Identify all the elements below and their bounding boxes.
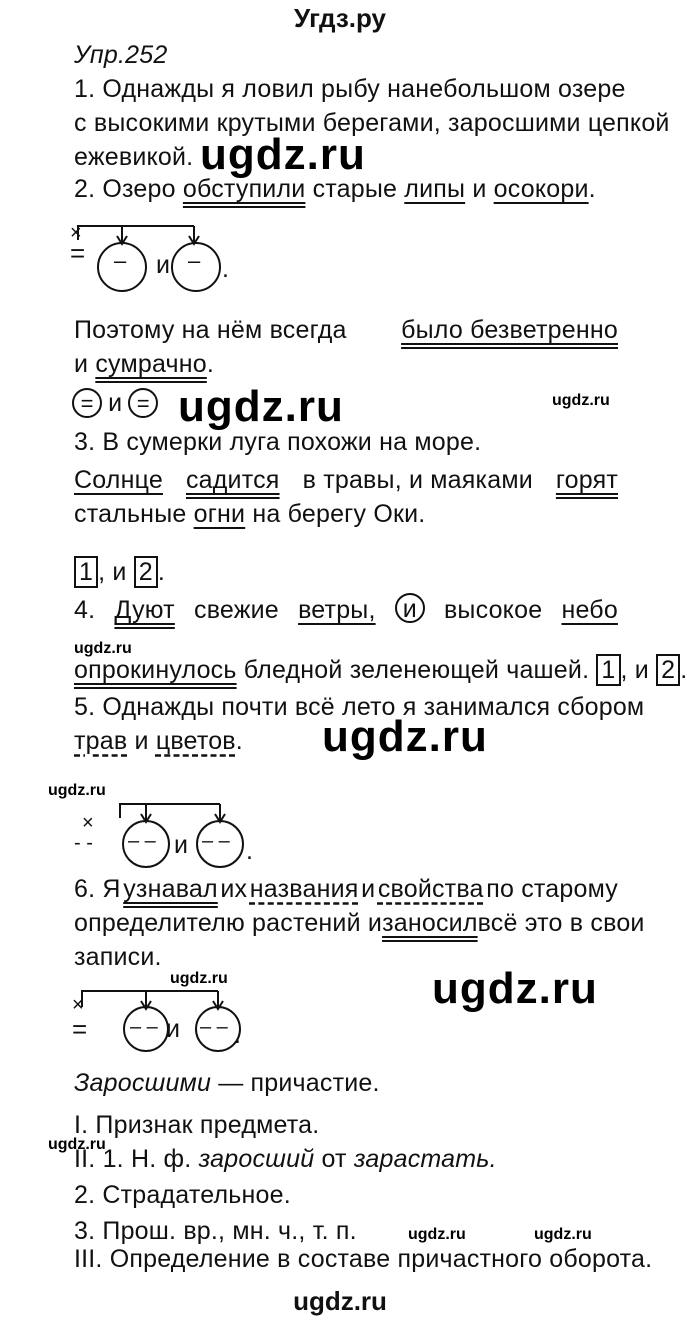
watermark: ugdz.ru — [200, 130, 366, 179]
conjunction: и — [472, 175, 487, 203]
predicate-circle: = — [72, 388, 102, 418]
period: . — [206, 350, 214, 378]
text: по старому — [486, 875, 618, 903]
conjunction: и — [361, 875, 376, 903]
conjunction: , и — [98, 558, 127, 586]
object-mark: – – — [200, 1016, 228, 1038]
text: их — [220, 875, 248, 903]
text: II. 1. Н. ф. — [74, 1145, 192, 1173]
sentence-1-line-1 — [74, 72, 626, 106]
conjunction: и — [74, 350, 89, 378]
period: . — [157, 558, 165, 586]
conjunction: и — [166, 1015, 181, 1043]
object-mark: - - — [74, 832, 93, 854]
sentence-2b-line-2 — [74, 347, 214, 381]
watermark: ugdz.ru — [534, 1226, 592, 1243]
text: зарастать. — [353, 1145, 497, 1173]
conjunction: и — [134, 727, 149, 755]
watermark: ugdz.ru — [408, 1226, 466, 1243]
analysis-item-ii-2: 2. Страдательное. — [74, 1181, 291, 1209]
sentence-1-line-3: ежевикой. — [74, 143, 194, 171]
text: в травы, и маяками — [302, 466, 533, 494]
period: . — [246, 837, 254, 865]
sentence-4-line-2 — [74, 653, 687, 687]
conjunction: , и — [620, 656, 649, 684]
footer-watermark: ugdz.ru — [293, 1286, 387, 1316]
analysis-item-ii-3: 3. Прош. вр., мн. ч., т. п. — [74, 1217, 357, 1245]
analysis-item-i: I. Признак предмета. — [74, 1111, 320, 1139]
text: определителю растений и — [74, 909, 383, 937]
conjunction: и — [156, 251, 171, 279]
text: на берегу Оки. — [252, 500, 426, 528]
sentence-2-prefix: 2. Озеро — [74, 175, 176, 203]
sentence-3-line-3 — [74, 497, 425, 531]
watermark: ugdz.ru — [322, 712, 488, 761]
subject: ветры, — [298, 596, 376, 624]
conjunction-circle: и — [395, 593, 425, 623]
exercise-title: Упр.252 — [74, 41, 168, 69]
clause-box: 1 — [596, 654, 620, 686]
text: от — [321, 1145, 347, 1173]
analysis-heading — [74, 1066, 380, 1100]
analysis-word-rest: — причастие. — [211, 1069, 380, 1097]
clause-box: 2 — [656, 654, 680, 686]
period: . — [234, 1021, 242, 1049]
sentence-3-line-1: 3. В сумерки луга похожи на море. — [74, 428, 482, 456]
period: . — [588, 175, 596, 203]
object: трав — [74, 727, 128, 755]
watermark: ugdz.ru — [74, 640, 132, 657]
subject: липы — [404, 175, 466, 203]
analysis-item-iii: III. Определение в составе причастного оборота. — [74, 1245, 653, 1273]
predicate: было безветренно — [401, 316, 618, 344]
clause-box: 2 — [134, 556, 158, 588]
scheme-compound-sentence — [74, 555, 165, 589]
text: 5. Однажды почти всё лето я занимался сбором — [74, 693, 645, 721]
predicate-mark: = — [72, 1014, 88, 1044]
number: 4. — [74, 596, 96, 624]
text: бледной зеленеющей чашей. — [243, 656, 590, 684]
analysis-word: Заросшими — [74, 1069, 212, 1097]
object: цветов — [155, 727, 236, 755]
subject-mark: – — [114, 248, 127, 273]
conjunction: и — [108, 389, 123, 417]
object-mark: – – — [130, 1016, 158, 1038]
sentence-6-line-2 — [74, 906, 645, 940]
predicate: сумрачно — [95, 350, 207, 378]
watermark: ugdz.ru — [552, 392, 610, 409]
period: . — [680, 656, 687, 684]
predicate: обступили — [182, 175, 306, 203]
predicate: опрокинулось — [74, 656, 237, 684]
scheme-homogeneous-predicates — [72, 388, 158, 419]
predicate-circle: = — [128, 388, 158, 418]
subject: небо — [561, 596, 618, 624]
subject: Солнце — [74, 466, 163, 494]
sentence-3-line-2 — [74, 463, 618, 497]
text: стальные — [74, 500, 187, 528]
object: названия — [249, 875, 359, 903]
sentence-6-line-3: записи. — [74, 943, 162, 971]
text: заросший — [198, 1145, 315, 1173]
sentence-2b-line-1 — [74, 313, 618, 347]
object-mark: – – — [202, 830, 230, 852]
sentence-4-line-1 — [74, 593, 618, 627]
watermark: ugdz.ru — [170, 970, 228, 987]
predicate: заносил — [382, 909, 478, 937]
cross-mark: × — [72, 994, 84, 1016]
subject: огни — [193, 500, 246, 528]
conjunction: и — [174, 831, 189, 859]
sentence-1-text-b: небольшом озере — [415, 75, 626, 103]
watermark: ugdz.ru — [48, 1136, 106, 1153]
predicate-mark: = — [70, 238, 86, 268]
sentence-1-text-c: с высокими крутыми берегами, заросшими цепкой — [74, 109, 670, 137]
clause-box: 1 — [74, 556, 98, 588]
subject-mark: – — [188, 248, 201, 273]
text: Поэтому на нём всегда — [74, 316, 347, 344]
text: 6. Я — [74, 875, 121, 903]
predicate: горят — [555, 466, 618, 494]
predicate: садится — [185, 466, 280, 494]
object: свойства — [377, 875, 484, 903]
watermark: ugdz.ru — [432, 964, 598, 1013]
subject: осокори — [493, 175, 589, 203]
sentence-6-line-1 — [74, 872, 618, 906]
sentence-2 — [74, 172, 596, 206]
text: всё это в свои — [477, 909, 645, 937]
text: высокое — [443, 596, 543, 624]
cross-mark: × — [70, 222, 82, 244]
sentence-1-text-a: 1. Однажды я ловил рыбу на — [74, 75, 416, 103]
cross-mark: × — [82, 812, 94, 834]
analysis-item-ii-1 — [74, 1142, 497, 1176]
object-mark: – – — [128, 830, 156, 852]
period: . — [222, 255, 230, 283]
watermark: ugdz.ru — [48, 782, 106, 799]
period: . — [235, 727, 243, 755]
predicate: узнавал — [123, 875, 218, 903]
watermark: ugdz.ru — [178, 382, 344, 431]
sentence-2-mid: старые — [312, 175, 398, 203]
text: свежие — [194, 596, 279, 624]
predicate: Дуют — [114, 596, 175, 624]
sentence-5-line-2 — [74, 724, 243, 758]
site-title: Угдз.ру — [294, 3, 386, 33]
